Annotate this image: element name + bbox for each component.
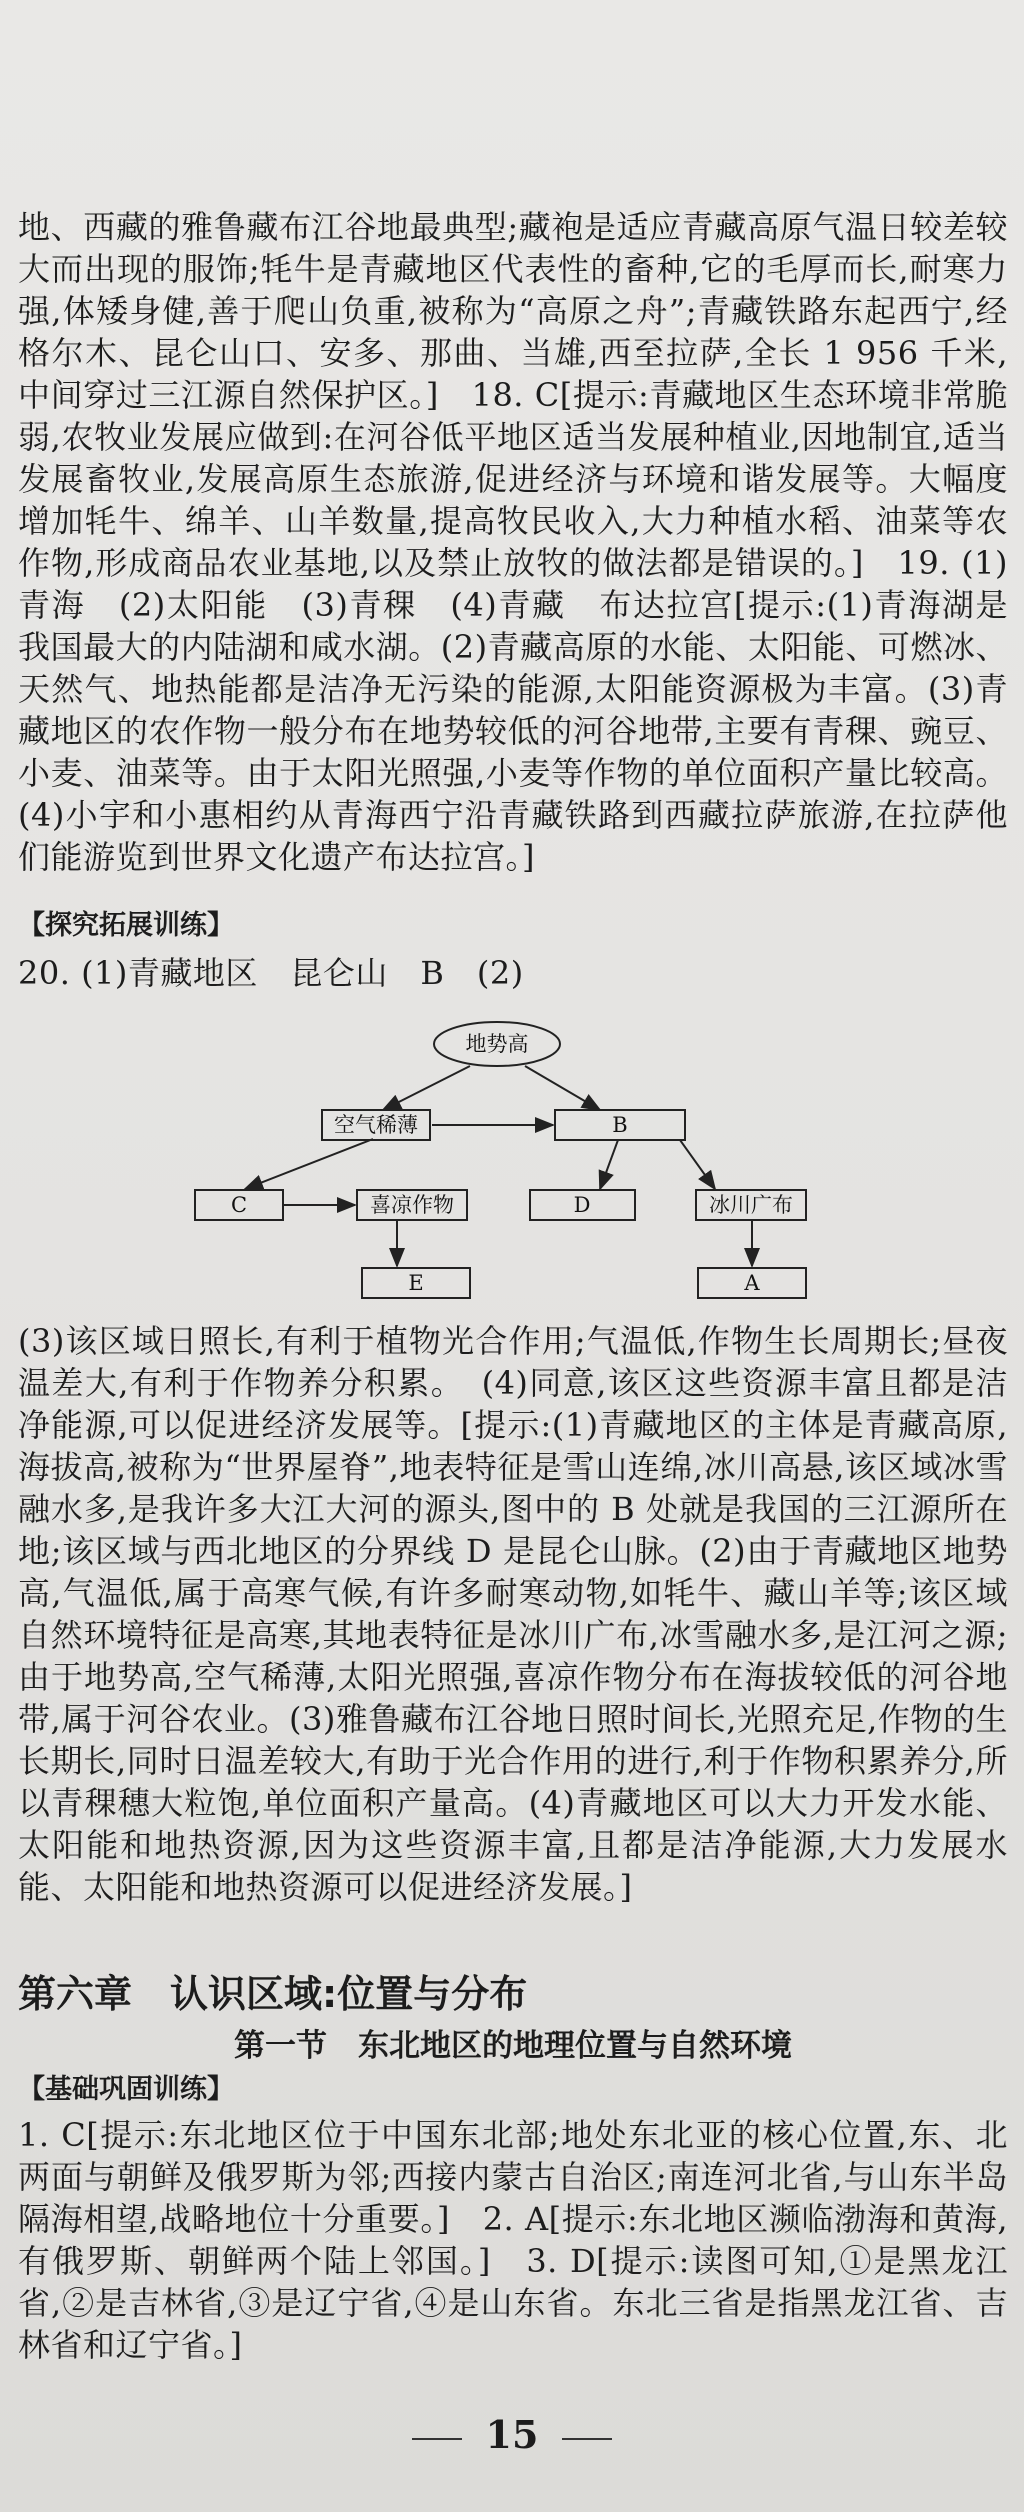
label-e: E (408, 1271, 424, 1295)
chapter-heading (18, 1968, 1008, 2020)
page-number-footer (0, 2412, 1024, 2457)
chapter-title: 第六章 认识区域:位置与分布 (18, 1972, 528, 2016)
label-crops: 喜凉作物 (370, 1193, 454, 1217)
flow-diagram (0, 1010, 1024, 1310)
q20-rest-paragraph: (3)该区域日照长,有利于植物光合作用;气温低,作物生长周期长;昼夜温差大,有利于作物养分积累。 (4)同意,该区这些资源丰富且都是洁净能源,可以促进经济发展等。[提示:(1)青藏地区的主体是青藏高原,海拔高,被称为“世界屋脊”,地表特征是雪山连绵,冰川高悬,该区域冰雪融水多,是我许多大江大河的源头,图中的 B 处就是我国的三江源所在地;该区域与西北地区的分界线 D 是昆仑山脉。(2)由于青藏地区地势高,气温低,属于高寒气候,有许多耐寒动物,如牦牛、藏山羊等;该区域自然环境特征是高寒,其地表特征是冰川广布,冰雪融水多,是江河之源;由于地势高,空气稀薄,太阳光照强,喜凉作物分布在海拔较低的河谷地带,属于河谷农业。(3)雅鲁藏布江谷地日照时间长,光照充足,作物的生长期长,同时日温差较大,有助于光合作用的进行,利于作物积累养分,所以青稞穗大粒饱,单位面积产量高。(4)青藏地区可以大力开发水能、太阳能和地热资源,因为这些资源丰富,且都是洁净能源,大力发展水能、太阳能和地热资源可以促进经济发展。] (18, 1322, 1008, 1906)
label-d: D (573, 1193, 591, 1217)
q20-answer (18, 1320, 1008, 1908)
label-a: A (744, 1271, 760, 1295)
section-title: 第一节 东北地区的地理位置与自然环境 (234, 2028, 792, 2064)
diagram-arrows (245, 1066, 752, 1266)
label-glacier: 冰川广布 (709, 1193, 793, 1217)
label-b: B (612, 1113, 628, 1137)
explore-section (18, 906, 1008, 994)
q20-first-line: 20. (1)青藏地区 昆仑山 B (2) (18, 954, 524, 992)
explore-label: 【探究拓展训练】 (18, 910, 234, 941)
bottom-paragraph: 1. C[提示:东北地区位于中国东北部;地处东北亚的核心位置,东、北两面与朝鲜及俄罗斯为邻;西接内蒙古自治区;南连河北省,与山东半岛隔海相望,战略地位十分重要。] 2. A[提示:东北地区濒临渤海和黄海,有俄罗斯、朝鲜两个陆上邻国。] 3. D[提示:读图可知,①是黑龙江省,②是吉林省,③是辽宁省,④是山东省。东北三省是指黑龙江省、吉林省和辽宁省。] (18, 2116, 1008, 2364)
page-number: 15 (485, 2412, 539, 2457)
basic-label: 【基础巩固训练】 (18, 2074, 234, 2105)
label-c: C (230, 1193, 248, 1217)
right-dash (562, 2438, 612, 2440)
top-paragraph: 地、西藏的雅鲁藏布江谷地最典型;藏袍是适应青藏高原气温日较差较大而出现的服饰;牦牛是青藏地区代表性的畜种,它的毛厚而长,耐寒力强,体矮身健,善于爬山负重,被称为“高原之舟”;青藏铁路东起西宁,经格尔木、昆仑山口、安多、那曲、当雄,西至拉萨,全长 1 956 千米,中间穿过三江源自然保护区。] 18. C[提示:青藏地区生态环境非常脆弱,农牧业发展应做到:在河谷低平地区适当发展种植业,因地制宜,适当发展畜牧业,发展高原生态旅游,促进经济与环境和谐发展等。大幅度增加牦牛、绵羊、山羊数量,提高牧民收入,大力种植水稻、油菜等农作物,形成商品农业基地,以及禁止放牧的做法都是错误的。] 19. (1)青海 (2)太阳能 (3)青稞 (4)青藏 布达拉宫[提示:(1)青海湖是我国最大的内陆湖和咸水湖。(2)青藏高原的水能、太阳能、可燃冰、天然气、地热能都是洁净无污染的能源,太阳能资源极为丰富。(3)青藏地区的农作物一般分布在地势较低的河谷地带,主要有青稞、豌豆、小麦、油菜等。由于太阳光照强,小麦等作物的单位面积产量比较高。(4)小宇和小惠相约从青海西宁沿青藏铁路到西藏拉萨旅游,在拉萨他们能游览到世界文化遗产布达拉宫。] (18, 208, 1008, 876)
label-air: 空气稀薄 (334, 1113, 418, 1137)
answer-block-17-19 (18, 206, 1008, 878)
basic-section (18, 2070, 1008, 2366)
left-dash (412, 2438, 462, 2440)
label-top: 地势高 (465, 1032, 529, 1056)
section-heading (18, 2024, 1008, 2068)
